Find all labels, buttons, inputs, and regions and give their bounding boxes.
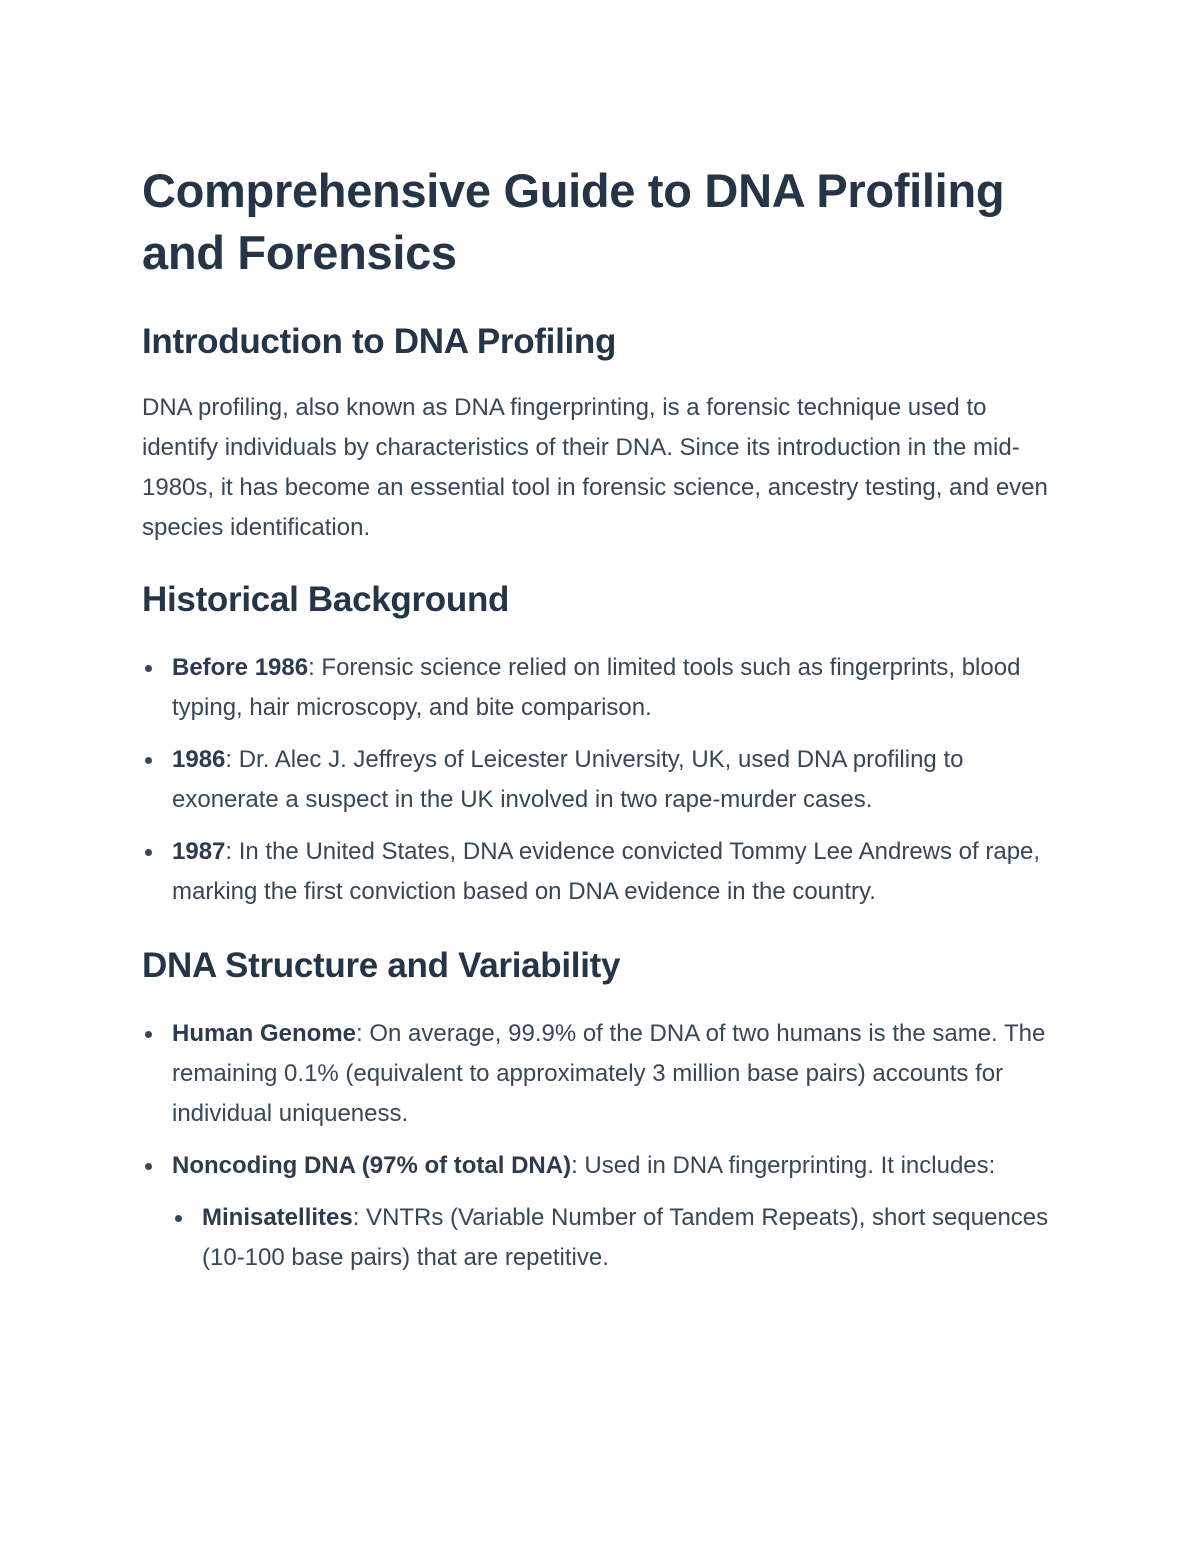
list-item-label: 1987 bbox=[172, 838, 226, 865]
section-heading-history: Historical Background bbox=[142, 580, 510, 619]
structure-list bbox=[142, 1014, 1062, 1278]
list-item bbox=[142, 1014, 1062, 1134]
section-heading-introduction: Introduction to DNA Profiling bbox=[142, 322, 617, 361]
noncoding-sublist bbox=[172, 1198, 1062, 1278]
page-title: Comprehensive Guide to DNA Profiling and Forensics bbox=[142, 164, 1005, 279]
list-item bbox=[142, 1146, 1062, 1278]
list-item-text: : On average, 99.9% of the DNA of two humans is the same. The remaining 0.1% (equivalent to approximately 3 million base pairs) accounts for individual uniqueness. bbox=[172, 1020, 1046, 1127]
list-item-label: 1986 bbox=[172, 746, 226, 773]
list-item-text: : Forensic science relied on limited tools such as fingerprints, blood typing, hair microscopy, and bite comparison. bbox=[172, 654, 1021, 721]
list-item-label: Minisatellites bbox=[202, 1204, 353, 1231]
list-item-text: : Used in DNA fingerprinting. It includes: bbox=[571, 1152, 996, 1179]
introduction-paragraph: DNA profiling, also known as DNA fingerprinting, is a forensic technique used to identify individuals by characteristics of their DNA. Since its introduction in the mid-1980s, it has become an essential tool in forensic science, ancestry testing, and even species identification. bbox=[142, 394, 1048, 541]
list-item-label: Human Genome bbox=[172, 1020, 357, 1047]
list-item-label: Before 1986 bbox=[172, 654, 309, 681]
list-item-text: : Dr. Alec J. Jeffreys of Leicester University, UK, used DNA profiling to exonerate a suspect in the UK involved in two rape-murder cases. bbox=[172, 746, 964, 813]
list-item bbox=[142, 648, 1062, 728]
list-item-text: : In the United States, DNA evidence convicted Tommy Lee Andrews of rape, marking the first conviction based on DNA evidence in the country. bbox=[172, 838, 1041, 905]
list-item-text: : VNTRs (Variable Number of Tandem Repeats), short sequences (10-100 base pairs) that are repetitive. bbox=[202, 1204, 1049, 1271]
history-list bbox=[142, 648, 1062, 912]
list-item-label: Noncoding DNA (97% of total DNA) bbox=[172, 1152, 572, 1179]
list-item bbox=[142, 740, 1062, 820]
sub-list-item bbox=[172, 1198, 1062, 1278]
section-heading-structure: DNA Structure and Variability bbox=[142, 946, 621, 985]
list-item bbox=[142, 832, 1062, 912]
document-page bbox=[142, 160, 1062, 1290]
